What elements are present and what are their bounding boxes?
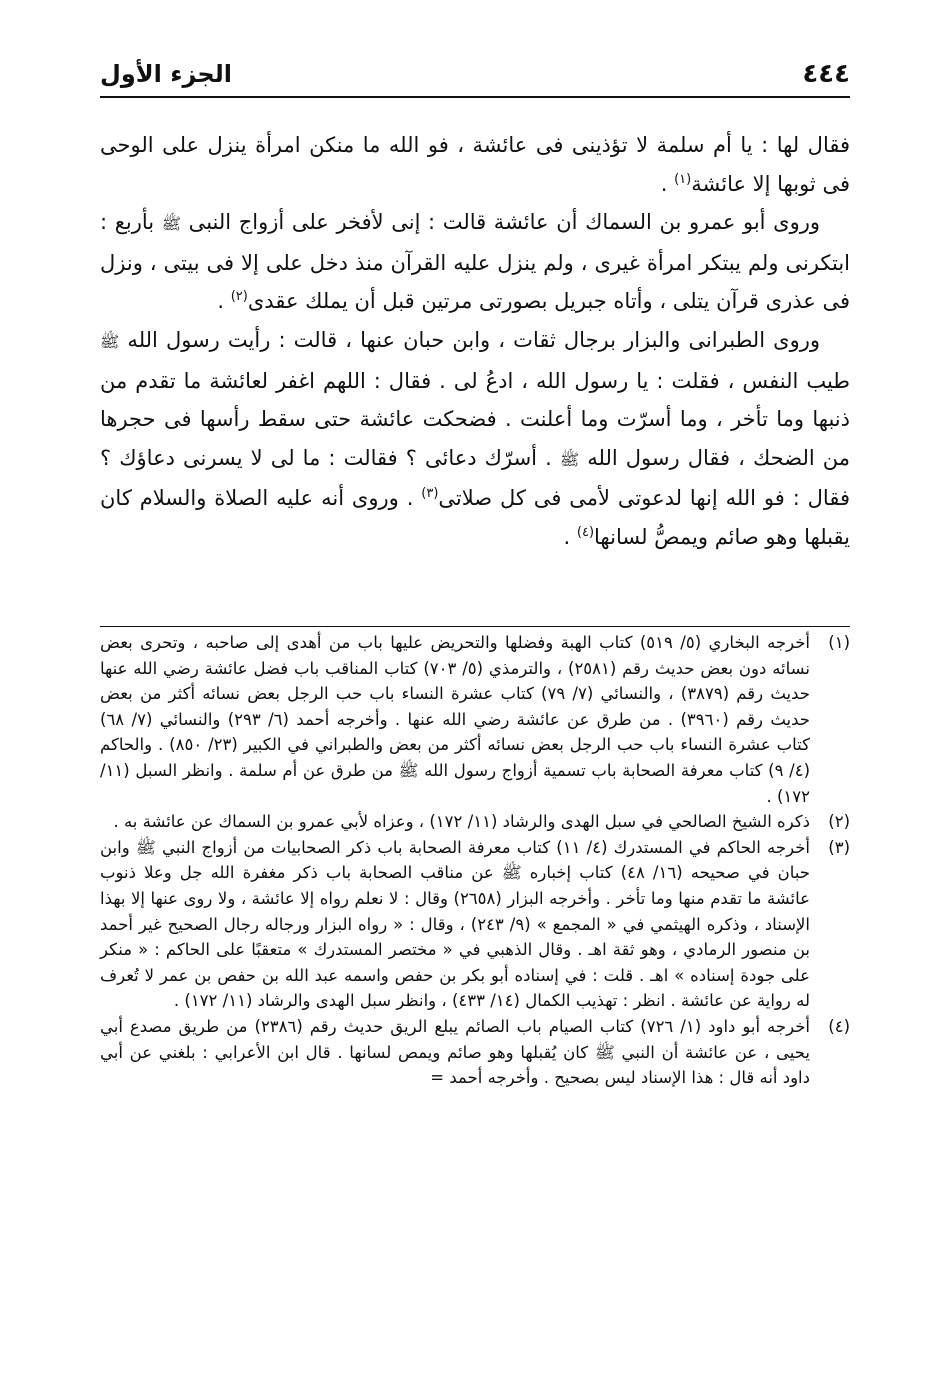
paragraph-text: . — [217, 289, 231, 314]
paragraph-text: . وروى أنه عليه الصلاة والسلام كان يقبلها وهو صائم ويمصُّ لسانها — [100, 486, 850, 549]
paragraph-text: طيب النفس ، فقلت : يا رسول الله ، ادعُ لى . فقال : اللهم اغفر لعائشة ما تقدم من ذنبها وما تأخر ، وما أسرّت وما أعلنت . فضحكت عائشة حتى سقط رأسها فى حجرها من الضحك ، فقال رسول الله — [100, 368, 851, 470]
footnote-number: (٤) — [828, 1016, 850, 1036]
footnote-text: ذكره الشيخ الصالحي في سبل الهدى والرشاد (١١/ ١٧٢) ، وعزاه لأبي عمرو بن السماك عن عائشة به . — [113, 812, 810, 832]
footnote — [100, 1014, 850, 1091]
main-text — [100, 126, 850, 557]
footnote-ref: (٣) — [421, 486, 439, 502]
footnote-number: (٢) — [828, 812, 850, 832]
page-header — [100, 56, 850, 98]
salla-glyph: ﷺ — [559, 449, 580, 469]
paragraph-text: . أسرّك دعائى ؟ فقالت : ما لى لا يسرنى دعاؤك ؟ فقال : فو الله إنها لدعوتى لأمى فى كل صلاتى — [100, 445, 850, 511]
footnote-divider — [100, 626, 850, 627]
footnote-text: أخرجه البخاري (٥/ ٥١٩) كتاب الهبة وفضلها والتحريض عليها باب من أهدى إلى صاحبه ، وتحرى بعض نسائه دون بعض حديث رقم (٢٥٨١) ، والترمذي (٥/ ٧٠٣) كتاب المناقب باب فضل عائشة رضي الله عنها حديث رقم (٣٨٧٩) ، والنسائي (٧/ ٧٩) كتاب عشرة النساء باب حب الرجل بعض نسائه أكثر من بعض حديث رقم (٣٩٦٠) . من طرق عن عائشة رضي الله عنها . وأخرجه أحمد (٦/ ٢٩٣) والنسائي (٧/ ٦٨) كتاب عشرة النساء باب حب الرجل بعض نسائه أكثر من بعض والطبراني في الكبير (٢٣/ ٨٥٠) . والحاكم (٤/ ٩) كتاب معرفة الصحابة باب تسمية أزواج رسول الله ﷺ من طرق عن أم سلمة . وانظر السبل (١١/ ١٧٢) . — [100, 633, 811, 806]
paragraph — [100, 203, 850, 321]
footnote-number: (٣) — [828, 837, 850, 857]
paragraph-text: وروى الطبرانى والبزار برجال ثقات ، وابن حبان عنها ، قالت : رأيت رسول الله — [119, 327, 820, 352]
footnotes — [100, 630, 850, 1091]
paragraph-text: بأربع : ابتكرنى ولم يبتكر امرأة غيرى ، ولم ينزل عليه القرآن منذ دخل على إلا فى بيتى ، ونزل فى عذرى قرآن يتلى ، وأتاه جبريل بصورتى مرتين قبل أن يملك عقدى — [100, 210, 850, 314]
footnote — [100, 809, 850, 835]
paragraph — [100, 126, 850, 203]
footnote — [100, 630, 850, 809]
paragraph — [100, 321, 850, 557]
running-title: الجزء الأول — [100, 60, 232, 88]
footnote-ref: (١) — [674, 171, 692, 187]
salla-glyph: ﷺ — [161, 214, 182, 234]
paragraph-text: . — [660, 171, 675, 196]
footnote-ref: (٢) — [230, 289, 248, 305]
footnote-ref: (٤) — [576, 524, 595, 540]
footnote-number: (١) — [828, 633, 850, 652]
page-number: ٤٤٤ — [802, 59, 850, 89]
footnote — [100, 835, 850, 1014]
paragraph-text: وروى أبو عمرو بن السماك أن عائشة قالت : إنى لأفخر على أزواج النبى — [181, 210, 820, 235]
footnote-text: أخرجه أبو داود (١/ ٧٢٦) كتاب الصيام باب الصائم يبلع الريق حديث رقم (٢٣٨٦) من طريق مصدع أبي يحيى ، عن عائشة أن النبي ﷺ كان يُقبلها وهو صائم ويمص لسانها . قال ابن الأعرابي : بلغني عن أبي داود أنه قال : هذا الإسناد ليس بصحيح . وأخرجه أحمد = — [100, 1016, 810, 1088]
paragraph-text: . — [563, 524, 577, 549]
salla-glyph: ﷺ — [100, 331, 120, 351]
footnote-text: أخرجه الحاكم في المستدرك (٤/ ١١) كتاب معرفة الصحابة باب ذكر الصحابيات من أزواج النبي ﷺ وابن حبان في صحيحه (١٦/ ٤٨) كتاب إخباره ﷺ عن مناقب الصحابة باب ذكر مغفرة الله جل وعلا ذنوب عائشة ما تقدم منها وما تأخر . وأخرجه البزار (٢٦٥٨) وقال : لا نعلم رواه إلا عائشة ، ولا روى عنها إلا بهذا الإسناد ، وذكره الهيثمي في « المجمع » (٩/ ٢٤٣) ، وقال : « رواه البزار ورجاله رجال الصحيح غير أحمد بن منصور الرمادي ، وهو ثقة اهـ . وقال الذهبي في « مختصر المستدرك » متعقبًا على الحاكم : « منكر على جودة إسناده » اهـ . قلت : في إسناده أبو بكر بن حفص واسمه عبد الله بن حفص بن عمر لا تُعرف له رواية عن عائشة . انظر : تهذيب الكمال (١٤/ ٤٣٣) ، وانظر سبل الهدى والرشاد (١١/ ١٧٢) . — [100, 837, 811, 1011]
paragraph-text: فقال لها : يا أم سلمة لا تؤذينى فى عائشة ، فو الله ما منكن امرأة ينزل على الوحى فى ثوبها إلا عائشة — [100, 133, 850, 196]
